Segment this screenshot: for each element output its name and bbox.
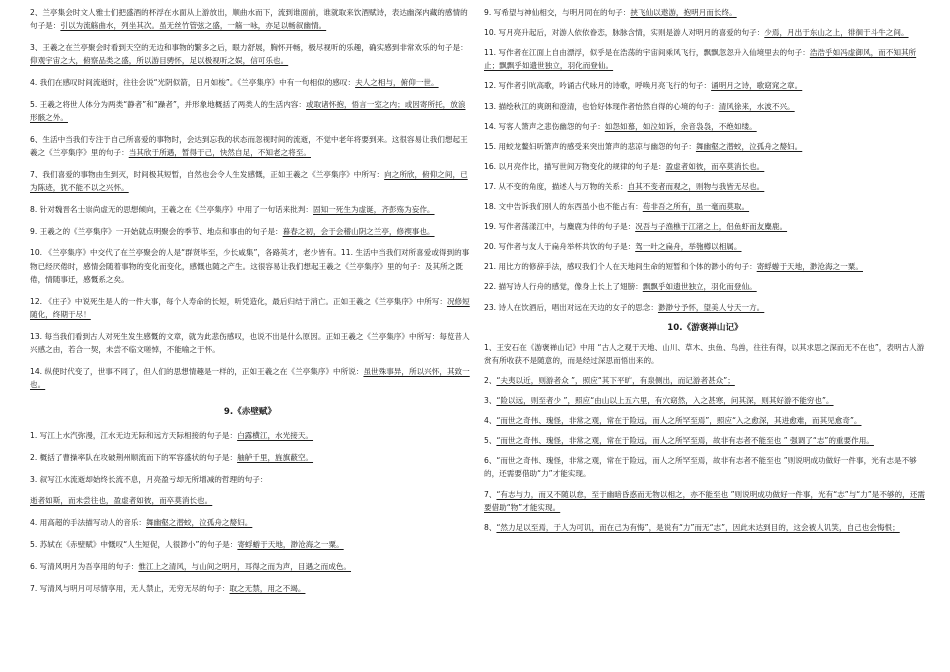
- question-item: [484, 280, 926, 293]
- answer-text: 舳舻千里，旌旗蔽空。: [237, 452, 314, 462]
- question-text: 2、: [484, 375, 497, 385]
- question-text: 6、“而世之奇伟、瑰怪，非常之观，常在于险远，而人之所罕至焉，故非有志者不能至也 ”则说明成功做好一件事，光有志是不够的，还需要借助“力”才能实现。: [484, 456, 917, 479]
- answer-text: 舞幽壑之潜蛟，泣孤舟之嫠妇。: [695, 141, 803, 151]
- question-text: 9. 王羲之的《兰亭集序》一开始就点明聚会的季节、地点和事由的句子是：: [30, 226, 283, 236]
- answer-text: 寄蜉蝣于天地，渺沧海之一粟。: [237, 539, 344, 549]
- question-text: 22. 描写诗人行舟的感觉，像身上长上了翅膀：: [484, 282, 643, 292]
- question-text: 14. 写客人箫声之悲伤幽怨的句子：: [484, 121, 605, 131]
- question-item: [484, 301, 926, 314]
- question-item: [30, 365, 470, 391]
- answer-text: “然力足以至焉，于人为可讥，而在己为有悔”，是说有“力”而无“志”，因此未达到目的，这会被人讥笑，自己也会悔恨；: [496, 522, 900, 532]
- question-item: [484, 46, 926, 72]
- question-item: [30, 41, 470, 67]
- chibi-items: [30, 429, 470, 595]
- question-text: 19. 写作者荡漾江中，与麋鹿为伴的句子是：: [484, 222, 636, 232]
- question-item: [30, 295, 470, 321]
- answer-text: 渺渺兮予怀，望美人兮天一方。: [657, 302, 765, 312]
- left-column: [30, 6, 470, 668]
- question-item: [484, 240, 926, 253]
- question-text: 2、兰亭集会时文人雅士们把盛酒的杯浮在水面从上游放出，顺曲水而下，流到谁面前，谁就取来饮酒赋诗，表达幽深内藏的感情的句子是：: [30, 8, 468, 31]
- question-item: [30, 203, 470, 216]
- question-text: 10. 写月亮升起后，对游人依依眷恋，脉脉含情，实则是游人对明月的喜爱的句子：: [484, 28, 765, 38]
- question-item: [484, 6, 926, 19]
- question-item: [484, 100, 926, 113]
- question-text: 4. 用高超的手法描写动人的音乐：: [30, 518, 146, 528]
- answer-text: 夫人之相与，俯仰一世。: [355, 78, 439, 87]
- question-text: 21. 用比方的修辞手法，感叹我们个人在天地间生命的短暂和个体的渺小的句子：: [484, 262, 757, 272]
- question-item: [30, 451, 470, 464]
- answer-text: 苟非吾之所有，虽一毫而莫取。: [642, 202, 750, 212]
- question-item: [484, 454, 926, 480]
- answer-text: 虽世殊事异，所以兴怀，其致一也。: [30, 366, 470, 389]
- answer-text: 如怨如慕，如泣如诉，余音袅袅，不绝如缕。: [604, 121, 757, 131]
- question-text: 1、王安石在《游褒禅山记》中用 “古人之观于天地、山川、草木、虫鱼、鸟兽，往往有得，以其求思之深而无不在也”，表明古人游赏有所收获不是随意的，而是经过深思而悟出来的。: [484, 342, 925, 365]
- question-item: [30, 538, 470, 551]
- question-item: [484, 414, 926, 427]
- answer-text: 引以为流觞曲水，列坐其次。虽无丝竹管弦之盛，一觞一咏，亦足以畅叙幽情。: [60, 21, 327, 31]
- question-text: 4、: [484, 416, 497, 426]
- answer-text: 清风徐来，水波不兴。: [718, 101, 795, 111]
- question-item: [484, 180, 926, 193]
- answer-text: 盈虚者如彼，而卒莫消长也。: [665, 161, 765, 171]
- question-item: [30, 225, 470, 238]
- baochan-items: [484, 341, 926, 534]
- answer-text: “有志与力，而又不随以怠，至于幽暗昏惑而无物以相之，亦不能至也 ”则说明成功做好一件事，光有“志”与“力”是不够的，还需要借助“物”才能实现。: [484, 489, 925, 512]
- answer-text: 取之无禁，用之不竭。: [229, 583, 306, 593]
- question-text: 8. 针对魏晋名士崇尚虚无的思想倾向，王羲之在《兰亭集序》中用了一句话来批判：: [30, 204, 314, 214]
- question-item: [484, 79, 926, 92]
- question-item: [484, 521, 926, 534]
- chibi-items-continued: [484, 6, 926, 314]
- question-text: 2. 概括了曹操率队在攻破荆州顺流而下的军容盛状的句子是：: [30, 452, 238, 462]
- answer-text: 仰观宇宙之大，俯察品类之盛，所以游目骋怀，足以极视听之娱，信可乐也。: [30, 56, 289, 66]
- question-text: 18. 文中告诉我们别人的东西虽小也不能占有：: [484, 202, 643, 212]
- section-title-chibi: 9.《赤壁赋》: [223, 407, 277, 417]
- question-text: 23. 诗人在饮酒后，唱出对远在天边的女子的思念：: [484, 302, 658, 312]
- question-item: [30, 516, 470, 529]
- question-text: 5、: [484, 436, 497, 446]
- question-text: 12. 《庄子》中说死生是人的一件大事，每个人寿命的长短，听凭造化，最后归结于消亡。正如王羲之《兰亭集序》中所写：: [30, 296, 447, 306]
- question-item: [30, 560, 470, 573]
- question-text: 6. 写清风明月为吾享用的句子：: [30, 561, 139, 571]
- lanting-items: [30, 6, 470, 391]
- question-text: 15. 用蛟龙鳌妇听箫声的感受来突出箫声的悲凉与幽怨的句子：: [484, 141, 696, 151]
- question-text: 3、王羲之在兰亭聚会时看到天空的无边和事物的繁多之后，眼力舒展，胸怀开畅，极尽视听的乐趣，确实感到非常欢乐的句子是：: [30, 43, 468, 52]
- answer-text: 或取诸怀抱，悟言一室之内；或因寄所托，放浪形骸之外。: [30, 99, 466, 122]
- answer-text: 少焉，月出于东山之上，徘徊于斗牛之间。: [764, 28, 909, 38]
- question-text: 10. 《兰亭集序》中交代了在兰亭聚会的人是“群贤毕至，少长咸集”，各路英才，老少皆有。11. 生活中当我们对所喜爱或得到的事物已经厌倦时，感情会随着事物的变化而变化，感慨也随之产生。这很容易让我们想起王羲之《兰亭集序》里的句子：及其所之既倦，情随事迁，感慨系之矣。: [30, 248, 470, 284]
- question-item: [30, 330, 470, 356]
- question-item: [30, 98, 470, 124]
- question-text: 9. 写希望与神仙相交，与明月同在的句子：: [484, 8, 631, 17]
- answer-text: 浩浩乎如冯虚御风，而不知其所止；飘飘乎如遗世独立，羽化而登仙。: [484, 48, 917, 71]
- question-text: 20. 写作者与友人于扁舟举杯共饮的句子是：: [484, 242, 636, 252]
- question-text: 4. 我们在感叹时间流逝时，往往会说“光阴似箭，日月如梭”。《兰亭集序》中有一句相似的感叹：: [30, 78, 356, 87]
- question-text: 12. 写作者引吭高歌，吟诵古代咏月的诗歌，呼唤月亮飞行的句子：: [484, 81, 712, 91]
- question-item: [484, 394, 926, 407]
- question-text: 6、生活中当我们专注于自己所喜爱的事物时，会达到忘我的状态而忽视时间的流逝，不觉中老年将要到来。这很容易让我们想起王羲之《兰亭集序》里的句子：: [30, 134, 468, 157]
- question-text: 1. 写江上水汽弥漫，江水无边无际和远方天际相接的句子是：: [30, 431, 238, 440]
- question-item: [484, 341, 926, 367]
- question-item: [484, 434, 926, 447]
- question-item: [484, 160, 926, 173]
- answer-text: 驾一叶之扁舟，举匏樽以相属。: [635, 242, 742, 252]
- question-item: [484, 260, 926, 273]
- question-text: 8、: [484, 522, 497, 532]
- answer-text: 暮春之初，会于会稽山阴之兰亭，修禊事也。: [282, 226, 435, 236]
- question-text: 13. 每当我们看到古人对死生发生感慨的文章，就为此悲伤感叹，也说不出是什么原因。正如王羲之《兰亭集序》中所写：每览昔人兴感之由，若合一契，未尝不临文嗟悼，不能喻之于怀。: [30, 331, 470, 354]
- question-item: [30, 133, 470, 159]
- right-column: [484, 6, 926, 668]
- question-text: 5. 王羲之将世人体分为两类“静者”和“躁者”，并形象地概括了两类人的生活内容：: [30, 99, 306, 109]
- question-item: [30, 582, 470, 595]
- question-text: 14. 纵使时代变了，世事不同了，但人们的思想情趣是一样的，正如王羲之在《兰亭集序》中所说：: [30, 366, 364, 376]
- question-text: 5. 苏轼在《赤壁赋》中慨叹“人生短促，人很渺小”的句子是：: [30, 539, 238, 549]
- question-item: [30, 473, 470, 486]
- answer-text: 飘飘乎如遗世独立，羽化而登仙。: [642, 282, 757, 292]
- question-item: [484, 120, 926, 133]
- question-item: [30, 6, 470, 32]
- answer-text: 寄蜉蝣于天地，渺沧海之一粟。: [756, 262, 863, 272]
- answer-text: “而世之奇伟、瑰怪，非常之观，常在于险远，而人之所罕至焉，故非有志者不能至也 ” 强调了“志”的重要作用。: [496, 436, 874, 446]
- answer-text: 惟江上之清风，与山间之明月，耳得之而为声，目遇之而成色。: [138, 561, 352, 571]
- question-text: 7、: [484, 489, 497, 499]
- question-text: 3、: [484, 396, 497, 405]
- question-text: 7. 写清风与明月可尽情享用，无人禁止，无穷无尽的句子：: [30, 583, 230, 593]
- answer-text: 挟飞仙以遨游，抱明月而长终。: [630, 8, 737, 17]
- answer-text: 逝者如斯，而未尝往也，盈虚者如彼，而卒莫消长也。: [30, 496, 213, 506]
- answer-text: “险以远，则至者少 ”，照应“由山以上五六里，有穴窈然，入之甚寒，问其深，则其好游不能穷也”。: [496, 396, 834, 405]
- answer-text: 况修短随化，终期于尽！: [30, 296, 470, 319]
- question-item: [30, 429, 470, 442]
- answer-text: 向之所欣，俯仰之间，已为陈迹，犹不能不以之兴怀。: [30, 169, 468, 192]
- question-text: 16. 以月亮作比，描写世间万物变化的规律的句子是：: [484, 161, 666, 171]
- section-title-baochan: 10.《游褒禅山记》: [667, 322, 743, 333]
- answer-text: “而世之奇伟、瑰怪，非常之观，常在于险远，而人之所罕至焉”，照应“入之愈深，其进愈难，而其见愈奇”。: [496, 416, 862, 426]
- question-item: [484, 200, 926, 213]
- question-item: [30, 76, 470, 89]
- answer-text: 况吾与子渔樵于江渚之上，侣鱼虾而友麋鹿。: [635, 222, 788, 232]
- question-item: [484, 26, 926, 39]
- question-item: [484, 220, 926, 233]
- question-item: [30, 168, 470, 194]
- question-item: [30, 494, 470, 507]
- question-text: 11. 写作者在江面上自由漂浮，似乎是在浩荡的宇宙间乘风飞行，飘飘忽忽升入仙境里去的句子：: [484, 48, 810, 58]
- question-text: 3. 叙写江水流逝却始终长流不息，月亮盈亏却无所增减的哲理的句子：: [30, 474, 268, 484]
- answer-text: “夫夷以近，则游者众 ”，照应“其下平旷，有泉侧出，而记游者甚众”；: [496, 375, 735, 385]
- answer-text: 固知一死生为虚诞，齐彭殇为妄作。: [313, 204, 435, 214]
- question-text: 13. 描绘秋江的爽朗和澄清，也恰好体现作者怡然自得的心境的句子：: [484, 101, 719, 111]
- answer-text: 自其不变者而观之，则物与我皆无尽也。: [627, 181, 765, 191]
- question-item: [484, 140, 926, 153]
- question-item: [30, 246, 470, 286]
- answer-text: 诵明月之诗，歌窈窕之章。: [711, 81, 803, 91]
- answer-text: 当其欣于所遇，暂得于己，快然自足，不知老之将至。: [128, 148, 311, 157]
- answer-text: 舞幽壑之潜蛟，泣孤舟之嫠妇。: [145, 518, 253, 528]
- answer-text: 白露横江，水光接天。: [237, 431, 314, 440]
- question-item: [484, 374, 926, 387]
- question-item: [484, 488, 926, 514]
- question-text: 7、我们喜爱的事物由生到灭，时间极其短暂，自然也会令人生发感慨，正如王羲之《兰亭集序》中所写：: [30, 169, 385, 179]
- question-text: 17. 从不变的角度，描述人与万物的关系：: [484, 181, 628, 191]
